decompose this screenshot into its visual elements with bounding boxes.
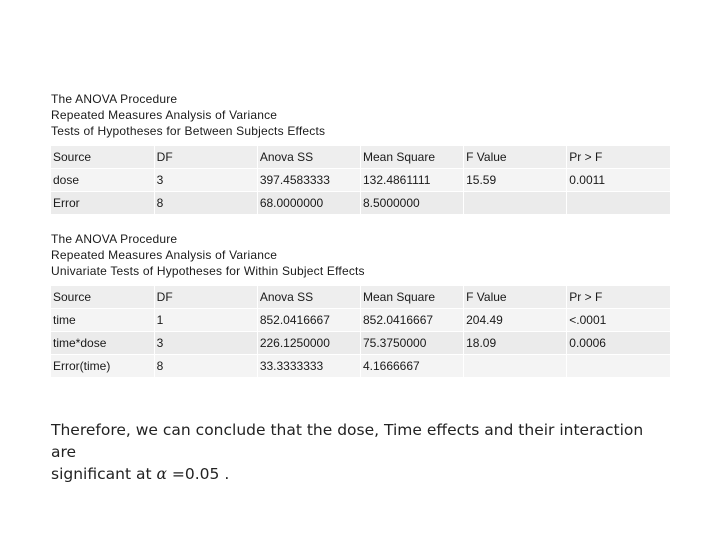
cell-source: Error(time) (51, 355, 154, 378)
cell-f-value: 204.49 (464, 309, 567, 332)
tests-title: Univariate Tests of Hypotheses for Within Subject Effects (51, 264, 365, 278)
procedure-title: The ANOVA Procedure (51, 92, 178, 106)
column-header-df: DF (154, 286, 257, 309)
table-row (51, 332, 670, 355)
cell-df: 8 (154, 192, 257, 215)
cell-anova-ss: 852.0416667 (257, 309, 360, 332)
cell-mean-square: 8.5000000 (360, 192, 463, 215)
cell-f-value (464, 355, 567, 378)
procedure-title: The ANOVA Procedure (51, 232, 178, 246)
column-header-f-value: F Value (464, 146, 567, 169)
alpha-symbol: α (156, 465, 167, 483)
cell-df: 3 (154, 169, 257, 192)
cell-mean-square: 4.1666667 (360, 355, 463, 378)
conclusion-text (51, 419, 671, 485)
column-header-anova-ss: Anova SS (257, 146, 360, 169)
column-header-anova-ss: Anova SS (257, 286, 360, 309)
column-header-source: Source (51, 146, 154, 169)
cell-pr-f: 0.0011 (567, 169, 670, 192)
column-header-f-value: F Value (464, 286, 567, 309)
cell-mean-square: 132.4861111 (360, 169, 463, 192)
between-subjects-table (51, 146, 670, 215)
table-row (51, 169, 670, 192)
cell-source: time*dose (51, 332, 154, 355)
cell-f-value (464, 192, 567, 215)
cell-pr-f (567, 192, 670, 215)
cell-f-value: 18.09 (464, 332, 567, 355)
significance-prefix: significant at (51, 465, 152, 483)
cell-source: Error (51, 192, 154, 215)
column-header-pr-f: Pr > F (567, 286, 670, 309)
anova-between-subjects-section (51, 91, 671, 215)
analysis-title: Repeated Measures Analysis of Variance (51, 248, 278, 262)
cell-anova-ss: 33.3333333 (257, 355, 360, 378)
column-header-df: DF (154, 146, 257, 169)
cell-df: 1 (154, 309, 257, 332)
cell-df: 8 (154, 355, 257, 378)
column-header-pr-f: Pr > F (567, 146, 670, 169)
table-row (51, 309, 670, 332)
cell-anova-ss: 397.4583333 (257, 169, 360, 192)
cell-source: time (51, 309, 154, 332)
cell-anova-ss: 226.1250000 (257, 332, 360, 355)
cell-pr-f: 0.0006 (567, 332, 670, 355)
cell-f-value: 15.59 (464, 169, 567, 192)
table-header-row (51, 146, 670, 169)
cell-mean-square: 852.0416667 (360, 309, 463, 332)
cell-anova-ss: 68.0000000 (257, 192, 360, 215)
alpha-value: 0.05 (184, 465, 220, 483)
analysis-title: Repeated Measures Analysis of Variance (51, 108, 278, 122)
cell-df: 3 (154, 332, 257, 355)
equals-sign: = (171, 465, 185, 483)
table-row (51, 192, 670, 215)
sentence-end: . (219, 465, 230, 483)
column-header-mean-square: Mean Square (360, 146, 463, 169)
cell-pr-f: <.0001 (567, 309, 670, 332)
anova-within-subjects-section (51, 231, 671, 378)
table-header-row (51, 286, 670, 309)
conclusion-line-1: Therefore, we can conclude that the dose, Time effects and their interaction are (51, 421, 644, 461)
column-header-mean-square: Mean Square (360, 286, 463, 309)
within-subjects-table (51, 286, 670, 378)
column-header-source: Source (51, 286, 154, 309)
table-row (51, 355, 670, 378)
cell-pr-f (567, 355, 670, 378)
cell-mean-square: 75.3750000 (360, 332, 463, 355)
conclusion-line-2 (51, 463, 671, 485)
cell-source: dose (51, 169, 154, 192)
tests-title: Tests of Hypotheses for Between Subjects Effects (51, 124, 326, 138)
